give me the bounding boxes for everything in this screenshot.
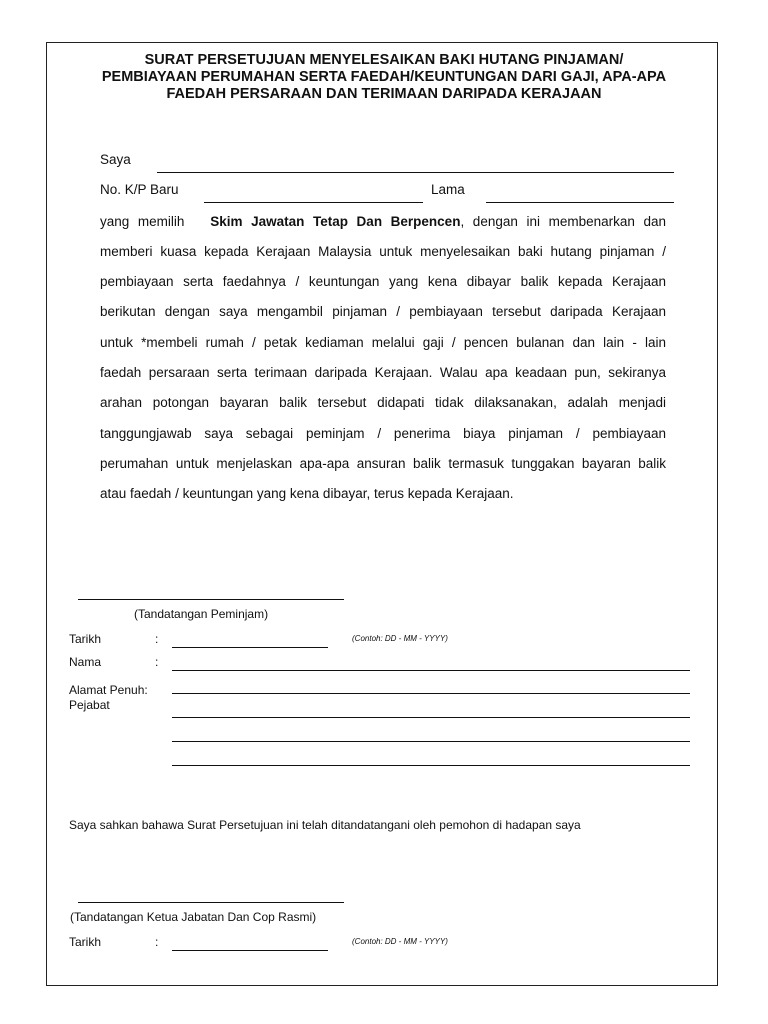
nama-field[interactable]	[172, 670, 690, 671]
saya-label: Saya	[100, 152, 131, 167]
head-date-hint: (Contoh: DD - MM - YYYY)	[352, 937, 448, 946]
title-line-2: PEMBIAYAAN PERUMAHAN SERTA FAEDAH/KEUNTUNGAN DARI GAJI, APA-APA	[101, 69, 667, 85]
head-date-field[interactable]	[172, 950, 328, 951]
alamat-label: Alamat Penuh:	[69, 683, 148, 697]
document-title	[60, 52, 708, 103]
title-line-3: FAEDAH PERSARAAN DAN TERIMAAN DARIPADA KERAJAAN	[166, 86, 602, 102]
paragraph-line: faedah persaraan serta terimaan daripada Kerajaan. Walau apa keadaan pun, sekiranya	[100, 365, 666, 380]
kp-baru-field[interactable]	[204, 202, 423, 203]
pejabat-label: Pejabat	[69, 698, 110, 712]
kp-lama-label: Lama	[431, 182, 465, 197]
head-tarikh-label: Tarikh	[69, 935, 102, 949]
alamat-field-line-4[interactable]	[172, 765, 690, 766]
alamat-field-line-3[interactable]	[172, 741, 690, 742]
scheme-name: Skim Jawatan Tetap Dan Berpencen	[210, 214, 461, 229]
alamat-field-line-2[interactable]	[172, 717, 690, 718]
nama-colon: :	[155, 655, 159, 669]
nama-label: Nama	[69, 655, 102, 669]
paragraph-line: tanggungjawab saya sebagai peminjam / penerima biaya pinjaman / pembiayaan	[100, 426, 666, 441]
borrower-signature-caption: (Tandatangan Peminjam)	[134, 607, 269, 621]
borrower-tarikh-label: Tarikh	[69, 632, 102, 646]
paragraph-line: memberi kuasa kepada Kerajaan Malaysia untuk menyelesaikan baki hutang pinjaman /	[100, 244, 666, 259]
kp-baru-label: No. K/P Baru	[100, 182, 179, 197]
paragraph-line: untuk *membeli rumah / petak kediaman melalui gaji / pencen bulanan dan lain - lain	[100, 335, 666, 350]
verification-statement: Saya sahkan bahawa Surat Persetujuan ini telah ditandatangani oleh pemohon di hadapan saya	[69, 818, 581, 832]
head-tarikh-colon: :	[155, 935, 159, 949]
paragraph-line: atau faedah / keuntungan yang kena dibayar, terus kepada Kerajaan.	[100, 486, 514, 501]
title-line-1: SURAT PERSETUJUAN MENYELESAIKAN BAKI HUTANG PINJAMAN/	[144, 52, 624, 68]
paragraph-suffix: , dengan ini membenarkan dan	[460, 214, 666, 229]
paragraph-line: arahan potongan bayaran balik tersebut didapati tidak dilaksanakan, adalah menjadi	[100, 395, 666, 410]
paragraph-line	[100, 214, 666, 229]
paragraph-line: pembiayaan serta faedahnya / keuntungan yang kena dibayar balik kepada Kerajaan	[100, 274, 666, 289]
borrower-tarikh-colon: :	[155, 632, 159, 646]
kp-lama-field[interactable]	[486, 202, 674, 203]
paragraph-prefix: yang memilih	[100, 214, 185, 229]
borrower-date-field[interactable]	[172, 647, 328, 648]
head-signature-caption: (Tandatangan Ketua Jabatan Dan Cop Rasmi)	[70, 910, 317, 924]
head-signature-field[interactable]	[78, 902, 344, 903]
alamat-field-line-1[interactable]	[172, 693, 690, 694]
paragraph-line: perumahan untuk menjelaskan apa-apa ansuran balik termasuk tunggakan bayaran balik	[100, 456, 666, 471]
borrower-signature-field[interactable]	[78, 599, 344, 600]
borrower-date-hint: (Contoh: DD - MM - YYYY)	[352, 634, 448, 643]
saya-name-field[interactable]	[157, 172, 674, 173]
paragraph-line: berikutan dengan saya mengambil pinjaman / pembiayaan tersebut daripada Kerajaan	[100, 304, 666, 319]
